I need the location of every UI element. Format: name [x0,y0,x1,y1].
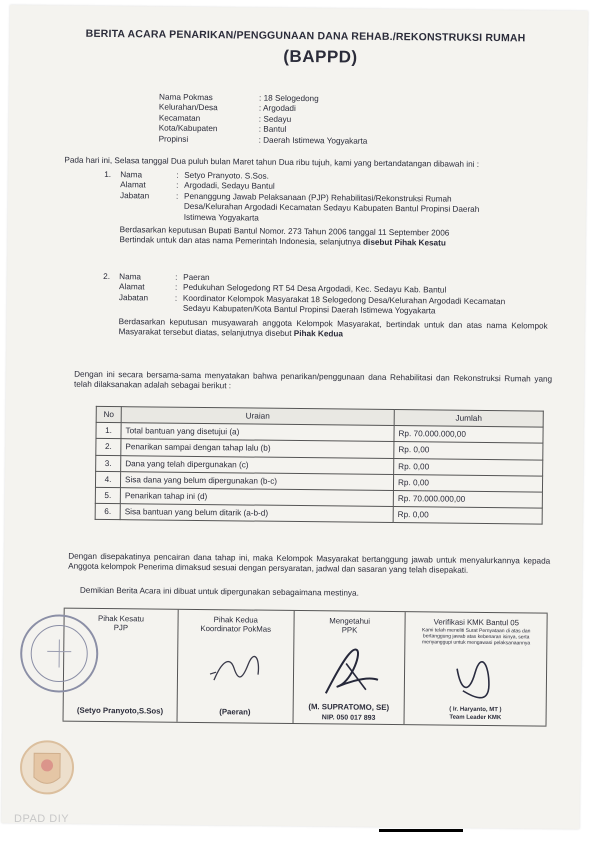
government-emblem [16,733,79,804]
pokmas-info [159,93,368,147]
signature-ppk: Mengetahui PPK (M. SUPRATOMO, SE) NIP. 050 017 893 [292,611,405,724]
table-row: 4. Sisa dana yang belum dipergunakan (b-c) Rp. 0,00 [95,471,542,492]
table-row: 3. Dana yang telah dipergunakan (c) Rp. 0,00 [96,455,543,476]
closing-sentence: Demikian Berita Acara ini dibuat untuk dipergunakan sebagaimana mestinya. [79,585,359,598]
signature-scribble [315,639,386,700]
bottom-black-mark [379,829,463,832]
signature-kmk-verification: Verifikasi KMK Bantul 05 Kami telah meneliti Surat Pernyataan di atas dan bertanggung jawab atas kebenaran isinya, serta menyanggupi untuk mengawasi pelaksanaannya ( Ir. Haryanto, MT ) Team Leader KMK [404,612,548,725]
info-row: Propinsi : Daerah Istimewa Yogyakarta [158,134,368,146]
table-row: 1. Total bantuan yang disetujui (a) Rp. 70.000.000,00 [96,423,543,444]
signature-pihak-kedua: Pihak Kedua Koordinator PokMas (Paeran) [176,610,293,723]
table-header-row: No Uraian Jumlah [96,406,543,427]
document-page [1,5,588,829]
info-row: Kota/Kabupaten : Bantul [158,123,287,135]
document-title [85,28,555,83]
table-row: 6. Sisa bantuan yang belum ditarik (a-b-d) Rp. 0,00 [95,504,542,525]
closing-paragraph: Dengan disepakatinya pencairan dana tahap ini, maka Kelompok Masyarakat bertanggung jawab untuk menyalurkannya kepada Anggota kelompok Penerima dimaksud sesuai dengan persyaratan, jadwal dan sasaran yang telah disepakati. [68,551,551,576]
agreement-text: Dengan ini secara bersama-sama menyatakan bahwa penarikan/penggunaan dana Rehabilitasi dan Rekonstruksi Rumah yang telah dilaksanakan adalah sebagai berikut : [73,369,553,391]
title-line-2: (BAPPD) [283,46,358,67]
funds-table [95,406,544,525]
intro-text: Pada hari ini, Selasa tanggal Dua puluh bulan Maret tahun Dua ribu tujuh, kami yang bertandatangan dibawah ini : [64,155,480,169]
info-row: Kecamatan : Sedayu [158,113,292,124]
info-row: Kelurahan/Desa : Argodadi [158,102,296,114]
official-stamp [17,611,102,696]
signature-table [63,608,548,727]
table-row: 2. Penarikan sampai dengan tahap lalu (b) Rp. 0,00 [96,439,543,460]
signature-pihak-kesatu: Pihak Kesatu PJP (Setyo Pranyoto,S.Sos) [63,609,178,722]
watermark: DPAD DIY [14,813,70,825]
title-line-1: BERITA ACARA PENARIKAN/PENGGUNAAN DANA REHAB./REKONSTRUKSI RUMAH [85,27,526,45]
party-1: 1. Nama : Setyo Pranyoto. S.Sos. Alamat : Argodadi, Sedayu Bantul Jabatan : Penanggung Jawab Pelaksanaan (PJP) Rehabilitasi/Rekonstruksi Rumah Desa/Kelurahan Argodadi Kecamatan Sedayu Kabupaten Bantul Propinsi Daerah Istimewa Yogyakarta Berdasarkan keputusan Bupati Bantul Nomor. 273 Tahun 2006 tanggal 11 September 2006 Bertindak untuk dan atas nama Pemerintah Indonesia, selanjutnya disebut Pihak Kesatu [104,169,480,248]
signature-scribble [208,650,268,691]
signature-scribble [449,661,499,702]
table-row: 5. Penarikan tahap ini (d) Rp. 70.000.000,00 [95,487,542,508]
info-row: Nama Pokmas : 18 Selogedong [159,92,319,104]
party-2: 2. Nama : Paeran Alamat : Pedukuhan Selogedong RT 54 Desa Argodadi, Kec. Sedayu Kab. Bantul Jabatan : Koordinator Kelompok Masyarakat 18 Selogedong Desa/Kelurahan Argodadi Kecamatan Sedayu Kabupaten/Kota Bantul Propinsi Daerah Istimewa Yogyakarta Berdasarkan keputusan musyawarah anggota Kelompok Masyarakat, bertindak untuk dan atas nama Kelompok Masyarakat tersebut diatas, selanjutnya disebut Pihak Kedua [103,271,548,339]
